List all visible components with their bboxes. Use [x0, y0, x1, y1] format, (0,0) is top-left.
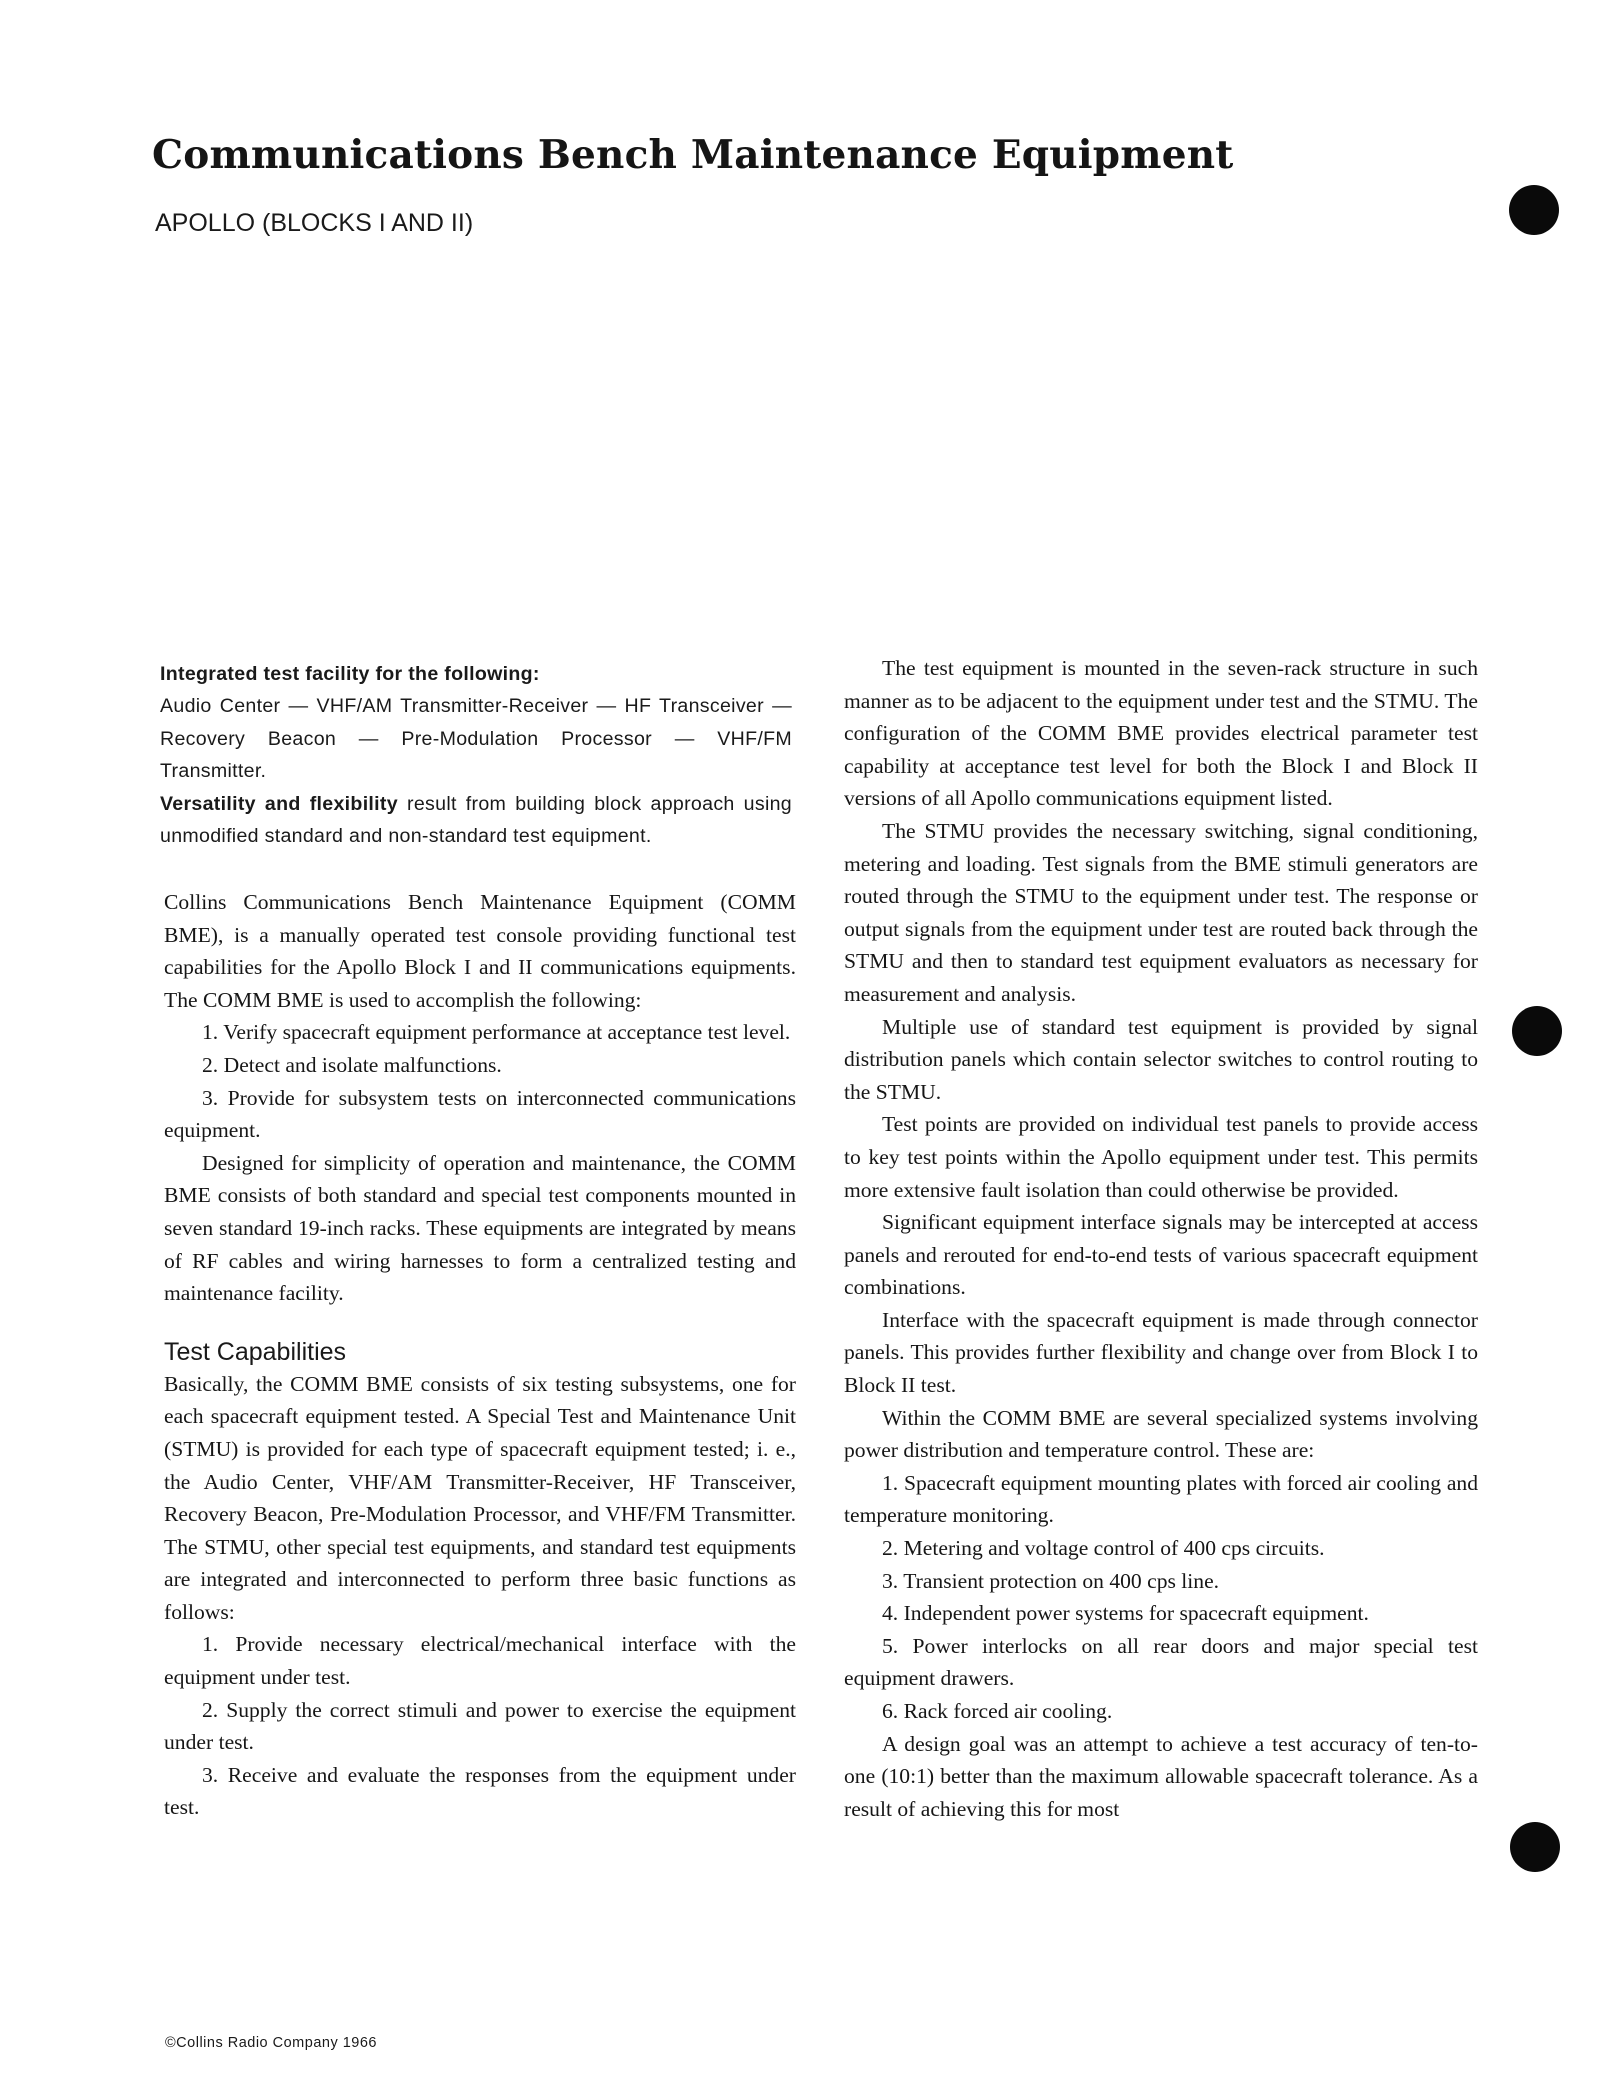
- page-subtitle: APOLLO (BLOCKS I AND II): [155, 209, 474, 237]
- right-paragraph-3: Multiple use of standard test equipment is provided by signal distribution panels which contain selector switches to control routing to the STMU.: [844, 1014, 1478, 1104]
- right-paragraph-2: The STMU provides the necessary switching, signal conditioning, metering and loading. Test signals from the BME stimuli generators are routed through the STMU to the equipment under test. The response or output signals from the equipment under test are routed back through the STMU and then to standard test equipment evaluators as necessary for measurement and analysis.: [844, 818, 1478, 1006]
- right-column: [844, 652, 1478, 1825]
- left-function-3: 3. Receive and evaluate the responses from the equipment under test.: [164, 1762, 796, 1820]
- right-paragraph-7: Within the COMM BME are several specialized systems involving power distribution and temperature control. These are:: [844, 1405, 1478, 1463]
- right-paragraph-4: Test points are provided on individual test panels to provide access to key test points within the Apollo equipment under test. This permits more extensive fault isolation than could otherwise be provided.: [844, 1112, 1478, 1202]
- right-list-item-5: 5. Power interlocks on all rear doors and major special test equipment drawers.: [844, 1633, 1478, 1691]
- right-paragraph-8: A design goal was an attempt to achieve a test accuracy of ten-to-one (10:1) better than the maximum allowable spacecraft tolerance. As a result of achieving this for most: [844, 1731, 1478, 1821]
- left-function-2: 2. Supply the correct stimuli and power to exercise the equipment under test.: [164, 1697, 796, 1755]
- intro-equipment-list: Audio Center — VHF/AM Transmitter-Receiver — HF Transceiver — Recovery Beacon — Pre-Modulation Processor — VHF/FM Transmitter.: [160, 695, 792, 783]
- copyright-footer: ©Collins Radio Company 1966: [165, 2035, 377, 2051]
- right-list-item-2: 2. Metering and voltage control of 400 cps circuits.: [882, 1536, 1325, 1561]
- intro-versatility-bold: Versatility and flexibility: [160, 792, 398, 815]
- right-paragraph-1: The test equipment is mounted in the seven-rack structure in such manner as to be adjacent to the equipment under test and the STMU. The configuration of the COMM BME provides electrical parameter test capability at acceptance test level for both the Block I and Block II versions of all Apollo communications equipment listed.: [844, 656, 1478, 811]
- left-list-item-3: 3. Provide for subsystem tests on interconnected communications equipment.: [164, 1085, 796, 1143]
- right-paragraph-6: Interface with the spacecraft equipment is made through connector panels. This provides further flexibility and change over from Block I to Block II test.: [844, 1307, 1478, 1398]
- page-title: Communications Bench Maintenance Equipment: [152, 132, 1234, 178]
- left-column: [164, 886, 796, 1824]
- intro-summary: [160, 658, 792, 852]
- right-list-item-1: 1. Spacecraft equipment mounting plates with forced air cooling and temperature monitoring.: [844, 1470, 1478, 1528]
- section-heading-test-capabilities: Test Capabilities: [164, 1337, 347, 1366]
- right-paragraph-5: Significant equipment interface signals may be intercepted at access panels and rerouted for end-to-end tests of various spacecraft equipment combinations.: [844, 1210, 1478, 1300]
- intro-versatility-text: result from building block approach using unmodified standard and non-standard test equipment.: [160, 792, 792, 848]
- intro-versatility: [160, 788, 792, 853]
- left-paragraph-3: Basically, the COMM BME consists of six testing subsystems, one for each spacecraft equipment tested. A Special Test and Maintenance Unit (STMU) is provided for each type of spacecraft equipment tested; i. e., the Audio Center, VHF/AM Transmitter-Receiver, HF Transceiver, Recovery Beacon, Pre-Modulation Processor, and VHF/FM Transmitter. The STMU, other special test equipments, and standard test equipments are integrated and interconnected to perform three basic functions as follows:: [164, 1371, 796, 1624]
- intro-heading: Integrated test facility for the following:: [160, 663, 540, 685]
- right-list-item-6: 6. Rack forced air cooling.: [882, 1699, 1113, 1723]
- left-paragraph-2: Designed for simplicity of operation and maintenance, the COMM BME consists of both standard and special test components mounted in seven standard 19-inch racks. These equipments are integrated by means of RF cables and wiring harnesses to form a centralized testing and maintenance facility.: [164, 1150, 796, 1306]
- right-list-item-4: 4. Independent power systems for spacecraft equipment.: [882, 1601, 1369, 1626]
- binder-hole-bottom: [1510, 1822, 1560, 1872]
- binder-hole-top: [1509, 185, 1559, 235]
- left-list-item-1: 1. Verify spacecraft equipment performance at acceptance test level.: [202, 1020, 791, 1045]
- binder-hole-middle: [1512, 1006, 1562, 1056]
- left-function-1: 1. Provide necessary electrical/mechanical interface with the equipment under test.: [164, 1632, 796, 1690]
- left-paragraph-1: Collins Communications Bench Maintenance Equipment (COMM BME), is a manually operated test console providing functional test capabilities for the Apollo Block I and II communications equipments. The COMM BME is used to accomplish the following:: [164, 890, 796, 1012]
- right-list-item-3: 3. Transient protection on 400 cps line.: [882, 1568, 1220, 1593]
- left-list-item-2: 2. Detect and isolate malfunctions.: [202, 1052, 502, 1077]
